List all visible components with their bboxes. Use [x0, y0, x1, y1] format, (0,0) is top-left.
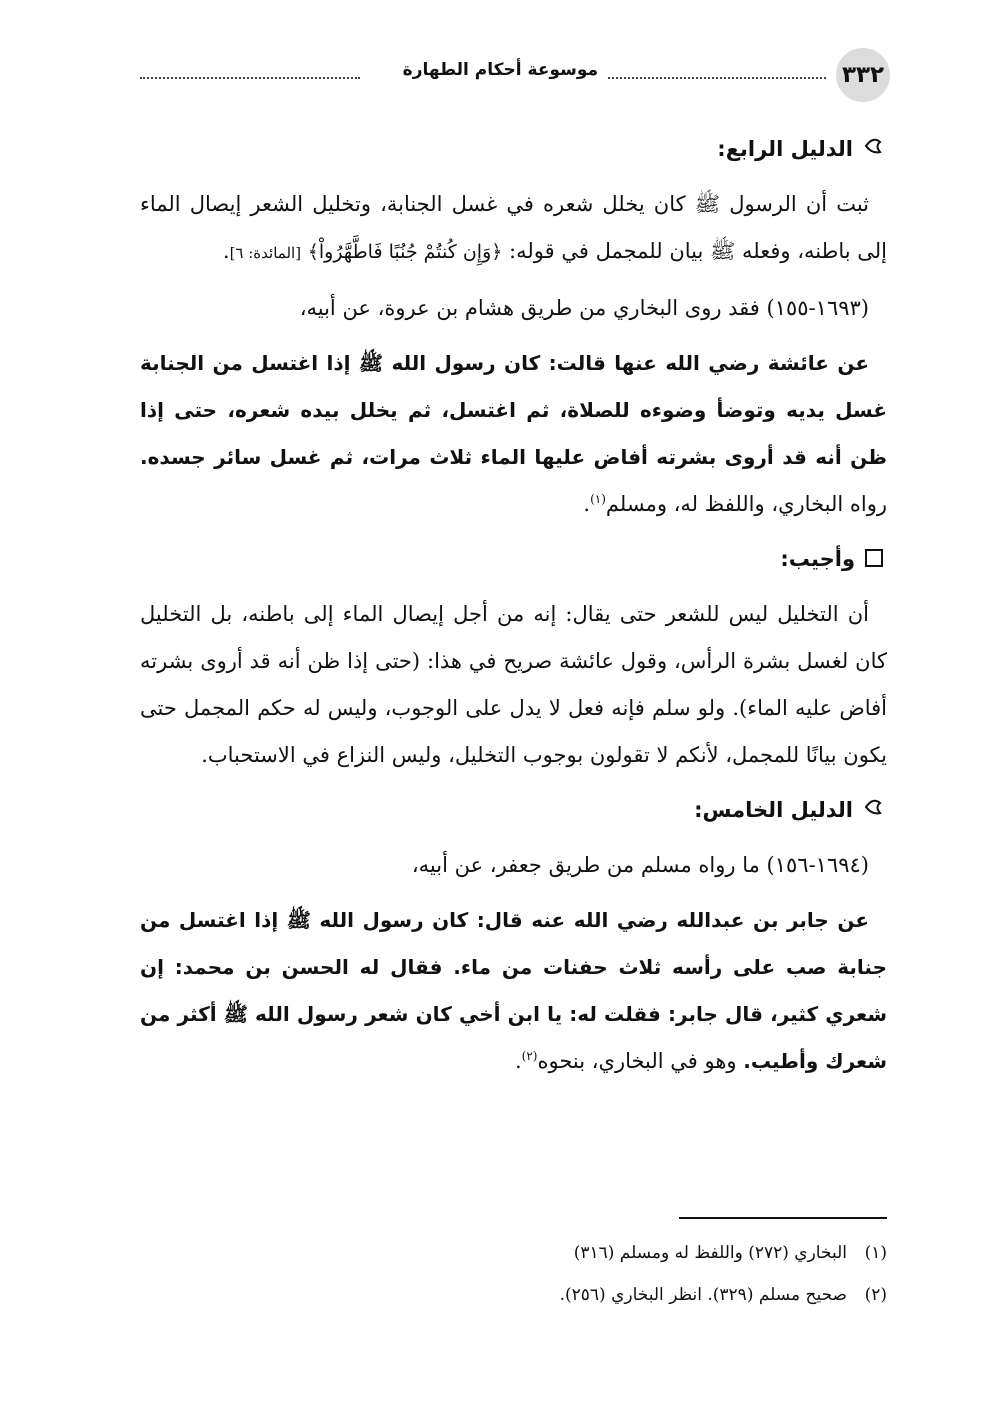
hadith-chain: (١٦٩٤-١٥٦) ما رواه مسلم من طريق جعفر، عن أبيه، — [411, 853, 869, 877]
footnote-text: البخاري (٢٧٢) واللفظ له ومسلم (٣١٦) — [573, 1243, 847, 1263]
header-dotted-rule — [608, 77, 826, 79]
footnote-separator — [679, 1217, 887, 1219]
verse-reference: [المائدة: ٦] — [229, 244, 302, 262]
paragraph: ثبت أن الرسول ﷺ كان يخلل شعره في غسل الجنابة، وتخليل الشعر إيصال الماء إلى باطنه، وفعله ﷺ بيان للمجمل في قوله: ﴿وَإِن كُنتُمْ جُنُبًا فَاطَّهَّرُواْ﴾ [المائدة: ٦]. — [140, 192, 887, 263]
footnote-number: (١) — [864, 1243, 887, 1263]
footnotes — [267, 1232, 887, 1316]
footnote-ref: (٢) — [521, 1049, 538, 1063]
footnote — [267, 1232, 887, 1274]
section-heading-text: وأجيب: — [780, 547, 855, 571]
section-heading-text: الدليل الرابع: — [717, 137, 853, 161]
page-body — [140, 122, 887, 1093]
footnote-number: (٢) — [864, 1285, 887, 1305]
section-heading — [140, 536, 887, 583]
footnote — [267, 1274, 887, 1316]
page-number: ٣٣٢ — [836, 48, 890, 102]
book-title: موسوعة أحكام الطهارة — [402, 60, 598, 80]
section-heading — [140, 787, 887, 834]
footnote-ref: (١) — [590, 492, 606, 506]
footnote-text: صحيح مسلم (٣٢٩). انظر البخاري (٢٥٦). — [559, 1285, 847, 1305]
hadith-text: عن جابر بن عبدالله رضي الله عنه قال: كان رسول الله ﷺ إذا اغتسل من جنابة صب على رأسه ثلاث حفنات من ماء. فقال له الحسن بن محمد: إن شعري كثير، قال جابر: فقلت له: يا ابن أخي كان شعر رسول الله ﷺ أكثر من شعرك وأطيب. وهو في البخاري، بنحوه$^{(٢)}$. — [140, 908, 887, 1073]
page-header — [140, 48, 890, 102]
hadith-text: عن عائشة رضي الله عنها قالت: كان رسول الله ﷺ إذا اغتسل من الجنابة غسل يديه وتوضأ وضوءه للصلاة، ثم اغتسل، ثم يخلل بيده شعره، حتى إذا ظن أنه قد أروى بشرته أفاض عليها الماء ثلاث مرات، ثم غسل سائر جسده. رواه البخاري، واللفظ له، ومسلم$^{(١)}$. — [140, 351, 887, 516]
section-heading — [140, 126, 887, 173]
section-heading-text: الدليل الخامس: — [694, 798, 853, 822]
square-bullet-icon — [865, 549, 883, 567]
leaf-ornament-icon — [863, 797, 883, 817]
header-dotted-rule — [140, 77, 360, 79]
quran-verse: ﴿وَإِن كُنتُمْ جُنُبًا فَاطَّهَّرُواْ﴾ — [307, 241, 503, 263]
paragraph: أن التخليل ليس للشعر حتى يقال: إنه من أجل إيصال الماء إلى باطنه، بل التخليل كان لغسل بشرة الرأس، وقول عائشة صريح في هذا: (حتى إذا ظن أنه قد أروى بشرته أفاض عليه الماء). ولو سلم فإنه فعل لا يدل على الوجوب، وليس له حكم المجمل حتى يكون بيانًا للمجمل، لأنكم لا تقولون بوجوب التخليل، وليس النزاع في الاستحباب. — [140, 602, 887, 767]
leaf-ornament-icon — [863, 136, 883, 156]
hadith-chain: (١٦٩٣-١٥٥) فقد روى البخاري من طريق هشام بن عروة، عن أبيه، — [299, 296, 869, 320]
